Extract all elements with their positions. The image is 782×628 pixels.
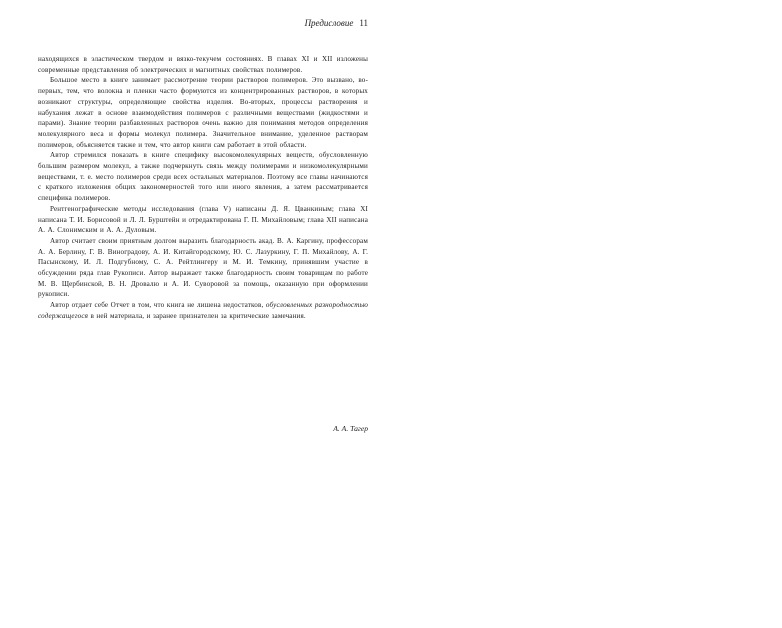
author-signature: А. А. Тагер	[333, 424, 368, 433]
paragraph: находящихся в эластическом твердом и вязко-текучем состояниях. В главах XI и XII изложены современные представления об электрических и магнитных свойствах полимеров.	[38, 55, 368, 74]
paragraph: Рентгенографические методы исследования (глава V) написаны Д. Я. Цванкиным; глава XI написана Т. И. Борисовой и Л. Л. Бурштейн и отредактирована Г. П. Михайловым; глава XII написана А. А. Слонимским и А. А. Дуловым.	[38, 204, 369, 235]
paragraph: Большое место в книге занимает рассмотрение теории растворов полимеров. Это вызвано, во-первых, тем, что волокна и пленки часто формуются из концентрированных растворов, в которых возникают структуры, определяющие свойства изделия. Во-вторых, процессы растворения и набухания лежат в основе взаимодействия полимеров с различными веществами (жидкостями и парами). Знание теории разбавленных растворов очень важно для понимания методов определения молекулярного веса и формы молекул полимера. Значительное внимание, уделенное растворам полимеров, объясняется также и тем, что автор книги сам работает в этой области.	[38, 76, 368, 149]
paragraph: Автор стремился показать в книге специфику высокомолекулярных веществ, обусловленную большим размером молекул, а также подчеркнуть связь между полимерами и низкомолекулярными веществами, т. е. место полимеров среди всех остальных материалов. Поэтому все главы начинаются с краткого изложения общих закономерностей того или иного явления, а затем рассматривается специфика полимеров.	[38, 151, 368, 203]
page-number: 11	[359, 18, 368, 28]
paragraph-text: в ней материала, и заранее признателен за критические замечания.	[88, 311, 306, 320]
emphasized-text: обусловленных разнородностью содержащегося	[38, 301, 369, 320]
paragraph: Автор считает своим приятным долгом выразить благодарность акад. В. А. Каргину, профессорам А. А. Берлину, Г. В. Виноградову, А. И. Китайгородскому, Ю. С. Лазуркину, Г. П. Михайлову, А. Г. Пасынскому, И. Л. Подгубному, С. А. Рейтлингеру и М. И. Темкину, принявшим участие в обсуждении ряда глав Рукописи. Автор выражает также благодарность своим товарищам по работе М. В. Щербинской, В. Н. Дровалю и А. И. Суворовой за помощь, оказанную при оформлении рукописи.	[38, 236, 368, 299]
paragraph-text: Автор отдает себе Отчет в том, что книга не лишена недостатков,	[50, 301, 266, 310]
preface-body	[38, 54, 368, 322]
running-head	[36, 18, 368, 28]
section-title: Предисловие	[304, 18, 354, 28]
paragraph	[38, 300, 368, 321]
